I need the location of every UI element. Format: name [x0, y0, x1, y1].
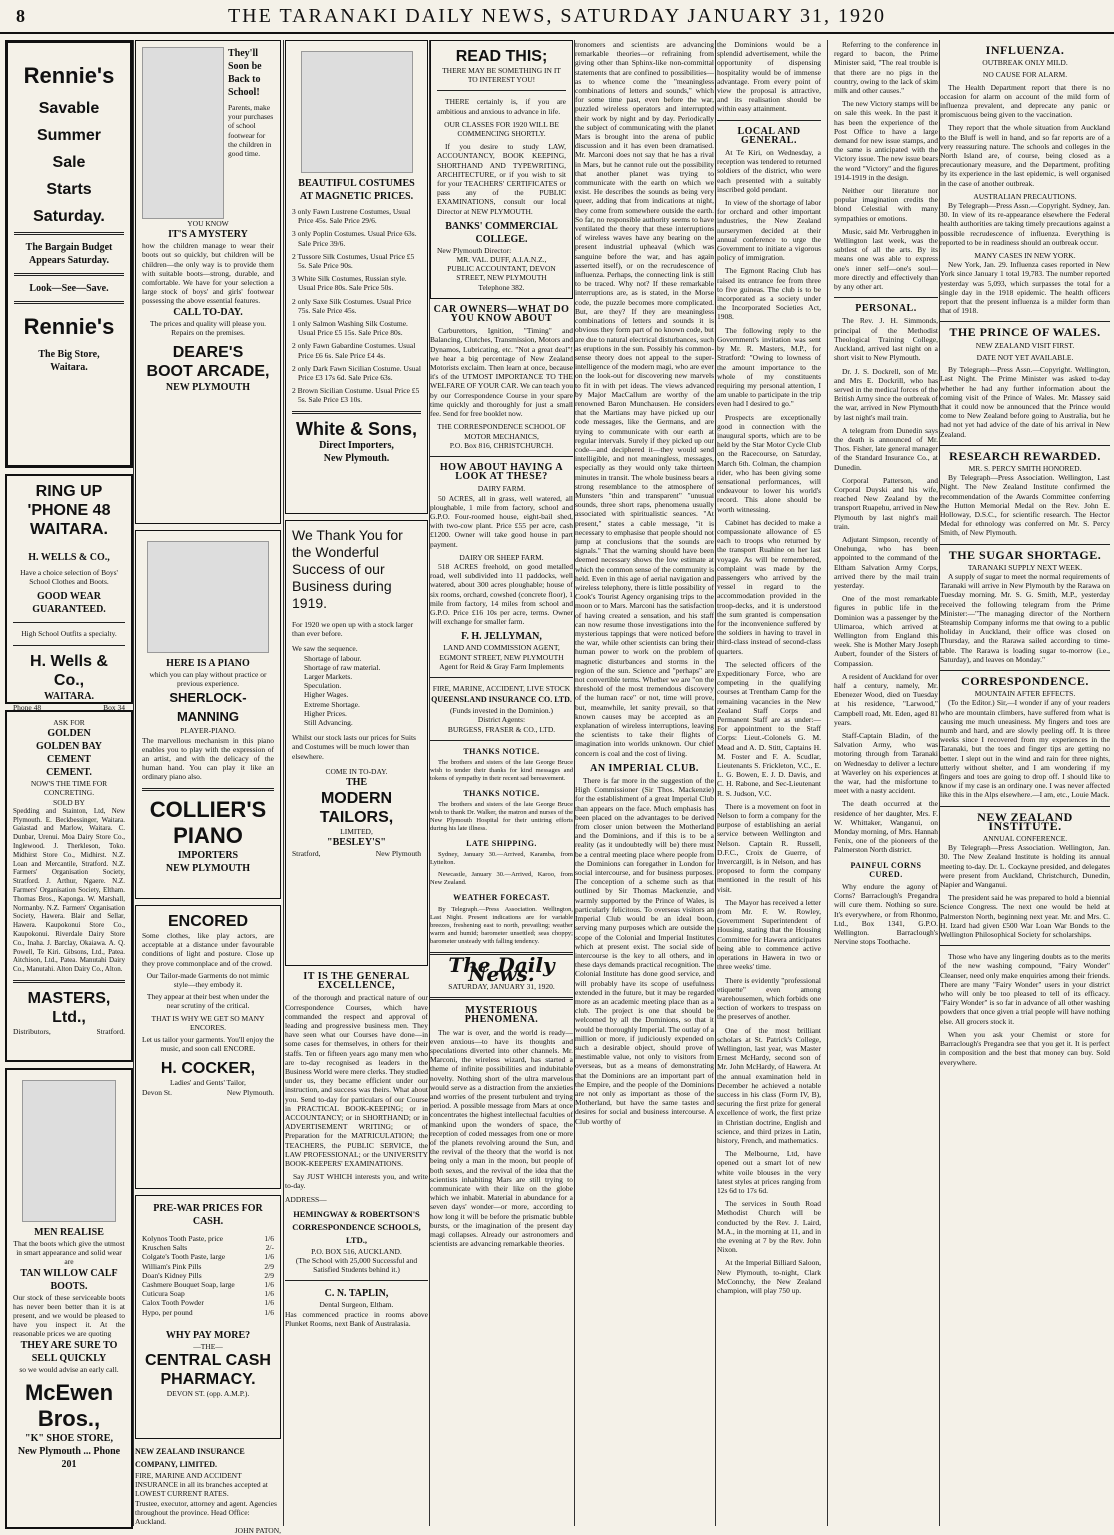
- costume-item: 2 only Fawn Gabardine Costumes. Usual Price £6 6s. Sale Price £4 4s.: [292, 341, 416, 360]
- ad-text: Box 34: [103, 702, 125, 712]
- news-item: Dr. J. S. Dockrell, son of Mr. and Mrs E. Dockrill, who has served in the medical forces of the British Army since the outbreak of the war, arrived in New Plymouth by last night's mail train.: [834, 366, 938, 422]
- ad-text: New Plymouth: [375, 849, 421, 859]
- ad-line: Starts: [46, 181, 92, 198]
- news-item: A resident of Auckland for over half a century, namely, Mr. Ebenezer Wood, died on Tuesday at his residence, "Larwood," Campbell road, Mt. Eden, aged 81 years.: [834, 671, 938, 727]
- ad-line: CEMENT.: [46, 767, 92, 779]
- ad-text: FIRE, MARINE AND ACCIDENT INSURANCE in all its branches accepted at LOWEST CURRENT RATES.: [135, 1471, 268, 1499]
- news-item: At the Imperial Billiard Saloon, New Plymouth, to-night, Clark McConnchy, the New Zealand champion, will play 750 up.: [717, 1258, 821, 1295]
- ad-line: Still Advancing.: [304, 718, 353, 728]
- wells-ad: [5, 474, 133, 712]
- news-item: The Mayor has received a letter from Mr. F. W. Rowley, Government Superintendent of Housing, stating that the Housing Committee for Hawera anticipates being able to commence active operations in Hawera in two or three weeks' time.: [717, 897, 821, 972]
- ad-title: RING UP: [35, 483, 103, 500]
- column-rule: [715, 40, 716, 1526]
- ad-line: District Agents:: [477, 715, 526, 725]
- news-item: There is a movement on foot in Nelson to form a company for the purpose of establishing an aerial service between Wellington and Nelson. Captain R. Russell, D.F.C., Croix de Guerre, of Invercargill, is in Nelson, and has proposed to form the company mentioned in the result of his visit.: [717, 801, 821, 894]
- section-heading: AN IMPERIAL CLUB.: [590, 762, 699, 774]
- local-news-list: [717, 148, 821, 1295]
- ad-title: CENTRAL CASH: [145, 1352, 271, 1370]
- costume-item: 2 only Saxe Silk Costumes. Usual Price 75s. Sale Price 45s.: [292, 296, 412, 315]
- body-text: By Telegraph.—Press Association. Wellington, Last Night. Present indications are for variable breezes, freshening east to north, prevailing; weather warm and humid; barometer unsettled; seas choppy; barometer unsteady with falling tendency.: [430, 905, 573, 945]
- ad-line: Saturday.: [33, 208, 105, 225]
- costume-item: 2 Tussore Silk Costumes, Usual Price £5 5s. Sale Price 90s.: [292, 251, 415, 271]
- ad-text: Phone 48: [13, 702, 42, 712]
- section-heading: PAINFUL CORNS CURED.: [850, 860, 922, 879]
- price-row: [142, 1280, 274, 1289]
- item-name: Doan's Kidney Pills: [142, 1270, 202, 1280]
- price-row: [142, 1271, 274, 1280]
- item-name: Calox Tooth Powder: [142, 1298, 204, 1308]
- ad-line: WAITARA.: [43, 690, 95, 702]
- ad-title: ENCORED: [167, 913, 248, 930]
- body-text: Sydney, January 30.—Arrived, Karamba, from Lyttelton.: [430, 851, 573, 867]
- ad-line: The Big Store,: [38, 349, 100, 360]
- ad-line: "BESLEY'S": [327, 837, 386, 849]
- item-price: 1/6: [264, 1289, 274, 1299]
- ad-text: Some clothes, like play actors, are acceptable at a distance under favourable conditions of light and posture. Close up they prove commonplace and of the crowd.: [142, 931, 274, 968]
- item-name: Kruschen Salts: [142, 1243, 188, 1253]
- ad-line: IMPORTERS: [177, 849, 239, 861]
- ad-line: SOLD BY: [53, 797, 85, 807]
- ad-title: PIANO: [173, 822, 243, 848]
- section-heading: RESEARCH REWARDED.: [949, 448, 1101, 463]
- ad-text: Parents, make your purchases of school footwear for the children in good time.: [228, 103, 274, 159]
- ad-title: BOOT ARCADE,: [146, 363, 270, 381]
- ad-text: Repairs on the premises.: [171, 327, 245, 337]
- news-item: Prospects are exceptionally good in connection with the inaugural sports, which are to be held by the Star Motor Cycle Club on the Racecourse, on Saturday, March 6th. Colman, the champion rider, who has been giving some sensational performances, will endeavour to lower his world's record. This alone should be worth witnessing.: [717, 412, 821, 514]
- ad-title: F. H. JELLYMAN,: [461, 631, 542, 643]
- news-item: The following reply to the Government's invitation was sent by Mr. R. Masters, M.P., for Stratford: "Owing to lowness of the amount importance to the whole of my constituents requiring my personal attention, I am unable to participate in the trip even had I desired to go.": [717, 325, 821, 409]
- deare-ad: [135, 40, 281, 524]
- newspaper-nameplate: The Daily News.: [448, 952, 555, 986]
- news-item: One of the most remarkable figures in public life in the Dominion was a passenger by the Ulimaroa, which arrived at Wellington from England this week. She is Mother Mary Joseph Aubert, founder of the Sisters of Compassion.: [834, 594, 938, 668]
- ad-line: —THE—: [193, 1341, 223, 1351]
- ad-title: DEARE'S: [172, 344, 244, 362]
- ad-line: Telephone 382.: [478, 282, 525, 292]
- ad-line: NEW PLYMOUTH: [165, 382, 251, 394]
- ad-line: NEW PLYMOUTH: [165, 862, 251, 874]
- ad-line: WHY PAY MORE?: [165, 1329, 251, 1341]
- price-row: [142, 1262, 274, 1271]
- news-item: At Te Kiri, on Wednesday, a reception was tendered to returned soldiers of the district, who were each presented with a suitably inscribed gold pendant.: [717, 148, 821, 194]
- ad-line: FIRE, MARINE, ACCIDENT, LIVE STOCK: [432, 683, 571, 693]
- body-text: Newcastle, January 30.—Arrived, Karoo, from New Zealand.: [430, 871, 573, 887]
- item-price: 1/6: [264, 1298, 274, 1308]
- price-row: [142, 1243, 274, 1252]
- body-text: Why endure the agony of Corns? Barraclough's Pregandra will cure them. Nothing so sure. It's everywhere, or from Rhonmo, Ltd., Box 1341, G.P.O. Wellington. Barraclough's Nervine stops Toothache.: [834, 882, 938, 947]
- body-text: By Telegraph—Press Association. Wellington, Jan. 30. The New Zealand Institute is holding its annual meeting to-day. Dr. L. Cockayne presided, and delegates were present from Auckland, Christchurch, Dunedin, Napier and Wanganui.: [940, 843, 1110, 890]
- hemingway-ad: [285, 972, 428, 1328]
- ad-text: New Plymouth.: [226, 1087, 274, 1097]
- ad-text: THAT IS WHY WE GET SO MANY ENCORES.: [151, 1013, 265, 1032]
- news-item: The new Victory stamps will be on sale this week. In the past it has been the experience of the Post Office to have a large demand for new issue stamps, and the same is anticipated with the Victory issue. The new issue bears the word "Victory" and the figures 1914-1919 in the design.: [834, 99, 938, 182]
- sub-heading: MR. S. PERCY SMITH HONORED.: [968, 463, 1082, 473]
- ad-line: THERE MAY BE SOMETHING IN IT TO INTEREST YOU!: [442, 66, 561, 85]
- ad-title: MASTERS, Ltd.,: [27, 989, 111, 1026]
- ad-text: Stratford.: [96, 1026, 125, 1036]
- ad-title: BANKS' COMMERCIAL COLLEGE.: [445, 220, 558, 245]
- costume-item: 2 Brown Sicilian Costume. Usual Price £5 5s. Sale Price £3 10s.: [292, 386, 420, 405]
- sub-heading: AUSTRALIAN PRECAUTIONS.: [973, 191, 1077, 201]
- body-text: Those who have any lingering doubts as to the merits of the new washing compound, "Fairy Wonder" Cleanser, need only make enquiries among their friends. There are many "Fairy Wonder" users in your district who will only be too pleased to tell of its efficacy. "Fairy Wonder" is so far in advance of all other washing powders that once given a trial people will have nothing else. All grocers stock it.: [940, 952, 1110, 1026]
- ad-line: Speculation.: [304, 681, 342, 691]
- column-5: [575, 40, 714, 1526]
- ad-title: NEW ZEALAND INSURANCE COMPANY, LIMITED.: [135, 1447, 245, 1469]
- ad-line: TAN WILLOW CALF BOOTS.: [20, 1267, 118, 1292]
- ad-text: which you can play without practice or previous experience.: [149, 670, 267, 689]
- local-news-list: [834, 40, 938, 291]
- body-text: New York, Jan. 29. Influenza cases reported in New York since January 1 total 19,783. The number reported yesterday was 5,093, which surpasses the total for a single day in the 1918 epidemic. The health officers report that the present influenza is a milder form than that of 1918.: [940, 260, 1110, 316]
- item-price: 1/6: [264, 1307, 274, 1317]
- body-text: Has commenced practice in rooms above Plunket Rooms, next Bank of Australasia.: [285, 1309, 428, 1328]
- masthead: [0, 0, 1114, 34]
- masthead-title: THE TARANAKI DAILY NEWS, SATURDAY JANUARY 31, 1920: [227, 4, 887, 27]
- ad-line: Extreme Shortage.: [304, 699, 360, 709]
- news-item: The selected officers of the Expeditionary Force, who are competing in the qualifying courses at Trentham Camp for the remaining vacancies in the New Zealand Staff Corps and Permanent Staff are as under:—For appointment to the Staff Corps: Lieut.-Colonels G. M. Mead and A. D. Stitt, Captains H. M. Foster and F. A. Scudlar, Lieutenants S. Frickleton, V.C., E. L. G. Bowen, E. J. D. Davis, and C. H. Rabone, and Sec-Lieutenant R. S. Judson, V.C.: [717, 659, 821, 798]
- piano-illustration: [147, 541, 269, 653]
- item-name: Colgate's Tooth Paste, large: [142, 1252, 226, 1262]
- queensland-insurance-ad: [430, 684, 573, 734]
- body-text: (To the Editor.) Sir,—I wonder if any of your readers who are mountain climbers, have suffered from what is causing me much uneasiness. My fingers and toes are numb and hard, and are slowly peeling off. It is three weeks since I recovered from my experiences in the Taranaki, but the toes and finger tips are getting no better. I slept out in the wind and rain for three nights, utterly without shelter, and I am wondering if my fingers and toes are going to drop off. I should like to know if my case is an ordinary one. I was never affected like this in the Alps elsewhere.—I am, etc., Louie Mack.: [940, 698, 1110, 800]
- news-item: A telegram from Dunedin says the death is announced of Mr. Thos. Fisher, late general manager of the Standard Insurance Co., at Dunedin.: [834, 425, 938, 472]
- price-row: [142, 1289, 274, 1298]
- central-pharmacy-ad: [135, 1195, 281, 1439]
- section-heading: INFLUENZA.: [985, 43, 1065, 57]
- ad-line: COME IN TO-DAY.: [325, 766, 388, 776]
- section-heading: WEATHER FORECAST.: [453, 893, 550, 903]
- sub-heading: NEW ZEALAND VISIT FIRST.: [975, 340, 1075, 350]
- rennie-ad: [5, 40, 133, 468]
- ad-line: LIMITED,: [340, 827, 373, 837]
- ad-line: LAND AND COMMISSION AGENT, EGMONT STREET, NEW PLYMOUTH: [439, 643, 564, 662]
- price-list: [142, 1234, 274, 1317]
- body-text: THERE certainly is, if you are ambitious and anxious to advance in life.: [437, 97, 566, 116]
- ad-line: Direct Importers,: [319, 439, 394, 451]
- ad-text: how the children manage to wear their boots out so quickly, but children will be children—the only way is to provide them with suitable boots—strong, durable, and comfortable. We have for your selection a large stock of boys' and girls' footwear possessing the above essential features.: [142, 241, 274, 306]
- price-row: [142, 1234, 274, 1243]
- ad-line: Agent for Reid & Gray Farm Implements: [439, 661, 564, 671]
- ad-title: MEN REALISE: [34, 1227, 104, 1238]
- ad-headline: We Thank You for the Wonderful Success of our Business during 1919.: [292, 527, 403, 611]
- ad-title: McEwen Bros.,: [24, 1379, 114, 1431]
- body-text: 50 ACRES, all in grass, well watered, all ploughable, 1 mile from factory, school and G.P.O. Four-roomed house, eight-bail shed, with two-cow plant. Price £55 per acre, cash £1200. Owner will take good house in part payment.: [430, 493, 573, 549]
- ad-text: Let us tailor your garments. You'll enjoy the music, and soon call ENCORE.: [142, 1035, 274, 1054]
- ad-line: DEVON ST. (opp. A.M.P.).: [166, 1389, 250, 1399]
- ad-text: Whilst our stock lasts our prices for Suits and Costumes will be much lower than elsewhere.: [292, 733, 416, 761]
- costume-item: 3 only Fawn Lustrene Costumes, Usual Price 45s. Sale Price 29/6.: [292, 207, 411, 226]
- item-price: 1/6: [264, 1252, 274, 1262]
- white-sons-ad: [285, 40, 428, 514]
- sub-heading: ANNUAL CONFERENCE.: [982, 834, 1068, 844]
- body-text: OUR CLASSES FOR 1920 WILL BE COMMENCING SHORTLY.: [444, 119, 559, 139]
- body-text: By Telegraph—Press Assn.—Copyright. Wellington, Last Night. The Prime Minister was asked to-day whether he had any further information about the coming visit of the Prince of Wales. Mr. Massey said that it could now be announced that the Prince would come to New Zealand before going to Australia, but he had not yet had advice of the date of his arrival in New Zealand.: [940, 365, 1110, 439]
- ad-title: QUEENSLAND INSURANCE CO. LTD.: [431, 695, 572, 705]
- ad-line: P.O. BOX 516, AUCKLAND.: [311, 1246, 402, 1256]
- ad-title: SHERLOCK-MANNING: [169, 690, 247, 725]
- ad-text: Our Tailor-made Garments do not mimic style—they embody it.: [146, 970, 270, 990]
- ad-title: READ THIS;: [455, 48, 548, 65]
- ad-line: WAITARA.: [30, 521, 108, 538]
- section-heading: THANKS NOTICE.: [463, 746, 540, 756]
- item-name: Kolynos Tooth Paste, price: [142, 1234, 223, 1243]
- boot-illustration: [22, 1080, 116, 1222]
- news-item: Staff-Captain Bladin, of the Salvation Army, who was motoring through from Taranaki on Wednesday to deliver a lecture at Waverley on his experiences at the war, had the misfortune to meet with a nasty accident.: [834, 731, 938, 796]
- ad-text: We saw the sequence.: [292, 644, 358, 654]
- ad-text: They appear at their best when under the near scrutiny of the critical.: [146, 992, 270, 1011]
- ad-text: Our stock of these serviceable boots has never been better than it is at present, and we would be pleased to have you inspect it. At the reasonable prices we are quoting: [13, 1292, 125, 1339]
- ad-line: PUBLIC ACCOUNTANT, DEVON STREET, NEW PLYMOUTH: [447, 264, 556, 283]
- ad-line: Dental Surgeon, Eltham.: [319, 1300, 394, 1310]
- body-text: They report that the whole situation from Auckland to the Bluff is well in hand, and so far reports are of a very reassuring nature. The schools and colleges in the North Island are, of course, being closed as a precautionary measure, and the Department, profiting by its experience in the last epidemic, is well organised in the case of another outbreak.: [940, 123, 1110, 188]
- price-row: [142, 1298, 274, 1307]
- ad-line: Look—See—Save.: [29, 283, 109, 294]
- column-rule: [133, 40, 134, 1526]
- jellyman-ad: [430, 463, 573, 671]
- price-row: [142, 1308, 274, 1317]
- section-heading: THANKS NOTICE.: [463, 788, 540, 798]
- ad-title: Rennie's: [23, 63, 115, 88]
- column-1: [5, 40, 133, 1526]
- ad-text: The marvellous mechanism in this piano enables you to play with the expression of an artist, and with the delicacy of the human hand. You can play it like an ordinary piano also.: [142, 735, 274, 782]
- ad-text: That the boots which give the utmost in smart appearance and solid wear are: [13, 1239, 125, 1267]
- section-heading: HOW ABOUT HAVING A LOOK AT THESE?: [439, 461, 564, 483]
- ad-title: H. COCKER,: [160, 1060, 256, 1078]
- ad-line: P.O. Box 816, CHRISTCHURCH.: [449, 440, 554, 450]
- personal-list: [834, 316, 938, 854]
- cocker-ad: [135, 905, 281, 1189]
- ad-line: NOW'S THE TIME FOR CONCRETING.: [30, 779, 108, 798]
- ad-text: The prices and quality will please you.: [149, 318, 266, 328]
- ad-line: "K" SHOE STORE,: [25, 1432, 113, 1444]
- news-item: Corporal Patterson, and Corporal Duyski and his wife, reached New Zealand by the transport Ruapehu, arrived in New Plymouth by last night's mail train.: [834, 475, 938, 531]
- sub-heading: OUTBREAK ONLY MILD.: [982, 58, 1068, 68]
- section-heading: CAR OWNERS—WHAT DO YOU KNOW ABOUT: [433, 303, 570, 325]
- section-heading: IT IS THE GENERAL EXCELLENCE,: [303, 971, 410, 992]
- item-name: William's Pink Pills: [142, 1261, 202, 1271]
- item-name: Hypo, per pound: [142, 1307, 193, 1317]
- ad-title: IT'S A MYSTERY: [168, 229, 248, 241]
- price-row: [142, 1252, 274, 1261]
- item-price: 2/9: [264, 1261, 274, 1271]
- sub-heading: MANY CASES IN NEW YORK.: [974, 251, 1076, 261]
- ad-text: Devon St.: [142, 1087, 172, 1097]
- ad-line: YOU KNOW: [187, 219, 229, 228]
- body-text: If you desire to study LAW, ACCOUNTANCY, BOOK KEEPING, SHORTHAND AND TYPEWRITING, ARCHITECTURE, or if you wish to sit for your TEACHERS' CERTIFICATES or pass any of the PUBLIC EXAMINATIONS, consult our local Director at NEW PLYMOUTH.: [437, 142, 566, 216]
- ad-line: DAIRY OR SHEEP FARM.: [459, 552, 544, 562]
- ad-line: New Plymouth.: [323, 452, 390, 464]
- news-item: There is evidently "professional etiquette" even among warehousemen, which forbids one section of workers to trespass on the preserves of another.: [717, 975, 821, 1022]
- body-text: By Telegraph—Press Association. Wellington, Last Night. The New Zealand Institute confirmed the recommendation of the Awards Committee conferring the Hutton Memorial Medal on the Rev. John E. Holloway, D.S.C., for scientific research. The Hector Medal for ethnology was conferred on Mr. S. Percy Smith, of New Plymouth.: [940, 473, 1110, 538]
- ad-title: GOLDEN BAY CEMENT: [35, 741, 103, 766]
- news-item: Neither our literature nor popular imagination credits the blond Celestial with many sympathies or emotions.: [834, 186, 938, 223]
- news-item: Referring to the conference in regard to bacon, the Prime Minister said, "The real trouble is that there are no pigs in the country, owing to the lack of skim milk and other causes.": [834, 40, 938, 96]
- news-item: The Melbourne, Ltd, have opened out a smart lot of new white voile blouses in the very latest styles at prices ranging from 12s 6d to 17s 6d.: [717, 1149, 821, 1195]
- modern-tailors-ad: [285, 520, 428, 966]
- body-text: When you ask your Chemist or store for Barraclough's Pregandra see that you get it. It is perfect in composition and the best that money can buy. Sold everywhere.: [940, 1029, 1110, 1067]
- ad-line: THE: [345, 777, 368, 789]
- stockist-list: Spedding and Stainton, Ltd, New Plymouth. E. Beckbessinger, Waitara. Gaiastad and Marlow, Waitara. C. Dunbar, Urenui. Moa Dairy Store Co., Inglewood. J. Therkleson, Toko. Midhirst Store Co., Midhirst. N.Z. Loan and Mercantile, Stratford. N.Z. Farmers' Organisation Society, Stratford. J. Arthur, Ngaere. N.Z. Farmers' Organisation Society, Eltham. Thomas Bros., Kaponga. W. Marshall, Normanby. N.Z. Farmers' Organisation Society, Hawera. Blair and Sellar, Hawera. Kaupokonui Store Co., Kaupokonui. Riverdale Dairy Store Co., Inaha. J. Barclay, Okaiawa. A. Q. Powell, Te Kiri. Gibsons, Ltd., Patea. Aitchison, Ltd., Patea. Manutahi Dairy Co., Manutahi. Alton Dairy Co., Alton.: [13, 806, 125, 974]
- column-3: [285, 40, 428, 1526]
- ad-line: (The School with 25,000 Successful and Satisfied Students behind it.): [295, 1256, 418, 1275]
- section-heading: THE SUGAR SHORTAGE.: [948, 547, 1102, 562]
- ad-line: DAIRY FARM.: [477, 484, 526, 494]
- ad-line: New Plymouth ... Phone 201: [17, 1445, 121, 1470]
- body-text: ADDRESS—: [285, 1194, 327, 1204]
- edition-date: SATURDAY, JANUARY 31, 1920.: [448, 982, 555, 991]
- ad-title: COLLIER'S: [149, 796, 267, 822]
- news-item: Music, said Mr. Verbrugghen in Wellington last week, was the subtlest of all the arts. By its means one was able to express one's inner self—one's soul—more directly and effectively than by any other art.: [834, 226, 938, 292]
- news-item: The Rev. J. H. Simmonds, principal of the Methodist Theological Training College, Auckland, arrived last night on a short visit to New Plymouth.: [834, 316, 938, 363]
- ad-line: GOOD WEAR GUARANTEED.: [32, 591, 106, 616]
- ad-title: C. N. TAPLIN,: [324, 1288, 389, 1300]
- ad-title: BEAUTIFUL COSTUMES AT MAGNETIC PRICES.: [298, 178, 415, 202]
- ad-title: PRE-WAR PRICES FOR CASH.: [153, 1203, 263, 1227]
- costume-item: 2 only Dark Fawn Sicilian Costume. Usual Price £3 17s 6d. Sale Price 63s.: [292, 363, 421, 383]
- banks-college-ad: [430, 40, 573, 299]
- news-item: Adjutant Simpson, recently of Onehunga, who has been appointed to the command of the Eltham Salvation Army Corps, arrived there by the mail train yesterday.: [834, 534, 938, 590]
- body-text: Carburettors, Ignition, "Timing" and Balancing, Clutches, Transmission, Motors and Dynamos, Lubricating, etc. "Not a great deal"! we hear a big percentage of New Zealand Motorists exclaim. Then learn at once, because it's of the UTMOST IMPORTANCE TO THE WELFARE OF YOUR CAR. We can teach you by our Correspondence Course in your spare time quickly and thoroughly for just a small fee. Send for free booklet now.: [430, 326, 573, 419]
- ad-line: New Plymouth Director:: [437, 245, 512, 255]
- ad-text: Distributors,: [13, 1026, 51, 1036]
- ad-line: Larger Markets.: [304, 672, 353, 682]
- ad-line: (Funds invested in the Dominion.): [449, 706, 554, 716]
- ad-line: CALL TO-DAY.: [173, 306, 243, 318]
- news-item: The Egmont Racing Club has raised its entrance fee from three to five guineas. The club is to be incorporated as a society under the Incorporated Societies Act, 1908.: [717, 266, 821, 322]
- column-4: [430, 40, 573, 1526]
- news-item: Cabinet has decided to make a compassionate allowance of £5 each to troops who returned by the transport Ruahine on her last voyage. As will be remembered, complaint was made by the passengers who arrived by the vessel in regard to the accommodation provided in the troop-decks, and it is understood the sum granted is compensation for the inconvenience suffered by the soldiers in having to travel in third-class instead of second-class quarters.: [717, 517, 821, 656]
- ad-line: Shortage of raw material.: [304, 662, 381, 672]
- column-6b: [834, 40, 938, 1526]
- item-name: Cashmere Bouquet Soap, large: [142, 1280, 235, 1290]
- section-heading: NEW ZEALAND INSTITUTE.: [977, 809, 1073, 833]
- golden-bay-cement-ad: [5, 710, 133, 1062]
- item-price: 2/9: [264, 1270, 274, 1280]
- news-item: The services in South Road Methodist Church will be conducted by the Rev. J. Laird, M.A., in the morning at 11, and in the evening at 7 by the Rev. John Nixon.: [717, 1199, 821, 1255]
- column-7: [940, 40, 1110, 1526]
- body-text: The brothers and sisters of the late George Bruce wish to thank Dr. Walker, the matron and nurses of the New Plymouth Hospital for their untiring efforts during his late illness.: [430, 801, 573, 833]
- column-2: [135, 40, 281, 1535]
- costume-item: 3 only Poplin Costumes. Usual Price 63s. Sale Price 39/6.: [292, 229, 417, 248]
- nz-insurance-ad: [135, 1445, 281, 1535]
- ad-title: They'll Soon be Back to School!: [228, 48, 262, 98]
- body-text: A supply of sugar to meet the normal requirements of Taranaki will arrive in New Plymouth by the Rarawa on Tuesday morning. Mr. S. G. Smith, M.P., yesterday received the following telegram from the Prime Minister:—"The managing director of the Northern Steamship Company informs me that owing to a public holiday in Auckland, their office was closed on Thursday, and the Rarawa sailed according to time-table. The Rarawa is loading sugar to-morrow (i.e., Saturday), and leaves on Monday.": [940, 571, 1110, 664]
- sub-heading: NO CAUSE FOR ALARM.: [982, 70, 1068, 80]
- column-6: [717, 40, 938, 1526]
- body-text: The brothers and sisters of the late George Bruce wish to tender their thanks for kind messages and tokens of sympathy in their recent sad bereavement.: [430, 758, 573, 782]
- sherlock-manning-ad: [135, 530, 281, 899]
- ad-line: Higher Wages.: [304, 690, 349, 700]
- section-heading: PERSONAL.: [855, 303, 917, 315]
- ad-line: Shortage of labour.: [304, 653, 362, 663]
- motor-school-ad: [430, 305, 573, 450]
- mcewen-ad: [5, 1068, 133, 1529]
- ad-title: H. Wells & Co.,: [30, 652, 108, 689]
- ad-text: High School Outfits a specialty.: [21, 629, 117, 639]
- body-text: Say JUST WHICH interests you, and write to-day.: [285, 1172, 428, 1191]
- costume-item: 1 only Salmon Washing Silk Costume. Usual Price £5 15s. Sale Price 80s.: [292, 319, 408, 338]
- column-rule: [283, 40, 284, 1526]
- ad-title: HEMINGWAY & ROBERTSON'S CORRESPONDENCE SCHOOLS, LTD.,: [292, 1208, 421, 1245]
- ad-line: Higher Prices.: [304, 708, 347, 718]
- child-illustration: [142, 47, 224, 219]
- ad-text: JOHN PATON,: [234, 1526, 281, 1535]
- ad-title: HERE IS A PIANO: [166, 658, 250, 669]
- body-text: of the thorough and practical nature of our Correspondence Courses, which have commanded the respect and approval of leading and progressive business men. They have seen what our Courses have done—in some cases for themselves, in others for their staffs. Ten or fifteen years ago many men who are to-day recognised as leaders in the Business World were mere clerks. They studied under us, they became efficient under our instruction, and success was theirs. What about you. Send to-day for particulars of our Course in PRACTICAL BOOK-KEEPING; or in ACCOUNTANCY; or in SHORTHAND; or in ADVERTISEMENT WRITING; or of Preparation for the MATRICULATION; the TEACHERS, the PUBLIC SERVICE, the LAW PROFESSIONAL; or the UNIVERSITY BOOK-KEEPERS' EXAMINATIONS.: [285, 993, 428, 1169]
- ad-text: Trustee, executor, attorney and agent. Agencies throughout the province. Head Office: Auckland.: [135, 1498, 277, 1527]
- section-heading: LOCAL AND GENERAL.: [737, 125, 801, 146]
- news-item: One of the most brilliant scholars at St. Patrick's College, Wellington, last year, was Master Ernest McHardy, second son of Mr. John McHardy, of Hawera. At the annual examination held in December he achieved a notable success in his class (Form IV, B), securing the first prize for general excellence of work, the first prize in Christian doctrine, English and science, and third prizes in Latin, history, French, and mathematics.: [717, 1025, 821, 1145]
- ad-title: PHARMACY.: [160, 1371, 256, 1389]
- ad-text: so we would advise an early call.: [19, 1364, 119, 1374]
- column-6a: [717, 40, 821, 1526]
- body-text: 518 ACRES freehold, on good metalled road, well subdivided into 11 paddocks, well watered, about 300 acres ploughable; house of six rooms, orchard, cowshed (concrete floor), 1 mile from factory, 14 miles from school and G.P.O. Price £16 10s per acre, terms. Owner will exchange for smaller farm.: [430, 561, 573, 627]
- ad-title: Rennie's: [23, 314, 115, 339]
- item-price: 2/-: [265, 1243, 274, 1253]
- body-text: The war is over, and the world is ready—even anxious—to have its thoughts and speculations diverted into other channels. Mr. Marconi, the wireless wizard, has started a theme of infinite possibilities and indubitable novelty. Nothing short of the ultra marvelous would serve as a distraction from the anxieties and worries of the present turbulent and trying period. A possible message from Mars at once concentrates the highest intellectual faculties of mankind upon the wonders of space, the reception of coded messages from one or more of the planets revolving around the Sun, and the revival of the theory that the world is not being only a man in the moon, but people of both sexes, and the revival of the idea that the scientists inhabiting Mars are still trying to communicate with their like on the globe which we inhabit. Material in abundance for a seven days' wonder—or more, according to how long it will be before the prismatic bubble bursts, or the imagination of the present day magi collapses. Already our astronomers and scientists are advancing remarkable theories.: [430, 1027, 573, 1249]
- ad-text: Have a choice selection of Boys' School Clothes and Boots.: [20, 568, 118, 587]
- costume-illustration: [301, 51, 413, 173]
- sub-heading: MOUNTAIN AFTER EFFECTS.: [974, 689, 1076, 699]
- ad-line: Waitara.: [50, 362, 88, 373]
- sub-heading: TARANAKI SUPPLY NEXT WEEK.: [967, 562, 1083, 572]
- body-text: By Telegraph—Press Assn.—Copyright. Sydney, Jan. 30. In view of its re-appearance elsewhere the Federal health authorities are taking timely precautions against a possible recrudescence of influenza. Everything is reported to be in readiness should an outbreak occur.: [940, 201, 1110, 247]
- ad-line: Savable: [38, 100, 100, 117]
- item-price: 1/6: [264, 1280, 274, 1290]
- ad-line: GOLDEN: [47, 728, 91, 740]
- section-heading: THE PRINCE OF WALES.: [949, 325, 1101, 340]
- ad-line: BURGESS, FRASER & CO., LTD.: [447, 724, 556, 734]
- ad-line: THE CORRESPONDENCE SCHOOL OF MOTOR MECHANICS,: [437, 422, 566, 441]
- ad-line: ASK FOR: [53, 718, 85, 727]
- sub-heading: DATE NOT YET AVAILABLE.: [976, 352, 1074, 362]
- ad-text: For 1920 we open up with a stock larger than ever before.: [292, 620, 414, 639]
- ad-line: Ladies' and Gents' Tailor,: [170, 1078, 246, 1088]
- section-heading: CORRESPONDENCE.: [961, 673, 1089, 688]
- ad-line: Appears Saturday.: [28, 255, 109, 266]
- page-number: 8: [16, 5, 25, 26]
- ad-title: TAILORS,: [319, 809, 394, 827]
- news-item: The death occurred at the residence of her daughter, Mrs. F. W. Whittaker, Wanganui, on Monday morning, of Mrs. Hannah Fenix, one of the pioneers of the Palmerston North district.: [834, 799, 938, 855]
- costume-item: 3 White Silk Costumes, Russian style. Usual Price 80s. Sale Price 50s.: [292, 274, 407, 293]
- body-text: The president said he was prepared to hold a biennial Science Congress. The next one would be held at Palmerston North, beginning next year. Mr. and Mrs. C. H. Izard had given £500 War Loan War Bonds to the Wellington Philosophical Society for scholarships.: [940, 893, 1110, 940]
- ad-line: Summer: [36, 127, 102, 144]
- item-name: Cuticura Soap: [142, 1289, 185, 1299]
- ad-title: White & Sons,: [296, 418, 417, 439]
- costume-list: [292, 207, 421, 405]
- body-text: the Dominions would be a splendid advertisement, while the opportunity of dispensing hospitality would be of immense advantage. From every point of view the proposal is attractive, and its realisation should be within easy attainment.: [717, 40, 821, 114]
- section-heading: LATE SHIPPING.: [466, 839, 537, 849]
- ad-line: PLAYER-PIANO.: [180, 726, 236, 736]
- body-text: tronomers and scientists are advancing remarkable theories—or refraining from giving other than Sphinx-like non-committal statements that are confined to possibilities—as to whence come the "meaningless combinations of letters and sounds," which for some time past, even before the war, puzzled wireless operators and interrupted their work by night and by day. Periodically the subject of communicating with the planet Mars is brought into the arena of public discussion and it has even been dramatised. Mr. Marconi does not say that he has a rival in Mars, but he cannot rule out the possibility that another planet was trying to communicate with the earth on which we exist. He describes the sounds as being very queer, adding that from indications at night, they come from somewhere outside the earth. So far, no responsible authority seems to have ventilated the theory that these interruptions of wireless waves have any bearing on the present industrial upheaval (which was sanguine before the war, and has again asserted itself), or on the recrudescence of influenza. Perhaps, the connecting link is still to be traced. Why not? If these remarkable interruptions are, as is stated, in the Morse code, the puzzle becomes more complicated. But, are they? If they are meaningless combinations of letters and sounds it is obvious they form part of no known code, but are due to natural electrical disturbances, such as eruptions in the sun. Possibly his common-sense theory does not appeal to the super-intelligence of the modern magi, who are ever on the look-out for discovering new marvels to fit in with pet ideas. The views advanced by Major MacCallum are worthy of the renowned Baron Munchausen. He considers that the Martians may have picked up our code messages, like the Germans, and are trying to communicate with our earth at regular intervals. Surely if they picked up our code—and deciphered it—they would send intelligible, and not meaningless, messages, especially as they would only take thirteen minutes in transit. The whole business bears a strong resemblance to the atmosphere of Munsters "thin and transparent" "unusual sounds, three short raps, phenomena usually associated with spiritualistic seances. "At present," states a cable message, "it is necessary to emphasise that people should not jump at conclusions that the sounds are signals." That the warning should have been deemed necessary shows the low estimate at which the common sense of the community is held. Even in this age of aerial navigation and wireless telephony, there is little possibility of Cook's Tourist Agency organising trips to the moon or to Mars. Marconi has the satisfaction of having created a sensation, and his staff can now resume those investigations into the mysterious tappings that were noticed before the war, while other scientists can bring their human power to work on the problem of magnetic disturbances and storms in the region of the sun. Science and "perhaps" are not convertible terms. Whether we are "on the threshold of the most tremendous discovery of the human race" or not, time will prove, but, meanwhile, let sanity prevail, so that known causes may be accepted as an explanation of wireless interruptions, leaving the scientists to take their flights of imagination into worlds unknown. Our chief concern is coal and the cost of living.: [575, 40, 714, 758]
- ad-text: Stratford,: [292, 849, 321, 859]
- ad-title: MODERN: [320, 790, 393, 808]
- ad-line: The Bargain Budget: [25, 242, 113, 253]
- ad-line: THEY ARE SURE TO SELL QUICKLY: [20, 1339, 118, 1364]
- body-text: There is far more in the suggestion of the High Commissioner (Sir Thos. Mackenzie) for the establishment of a great Imperial Club than appears on the face. Much emphasis has been placed on the advantages to be derived from closer union between the Motherland and the Dominions, and if this is to be a reality (as it undoubtedly will be) there must be a central meeting place where people from the Dominions can foregather in London for social intercourse, and for business purposes. The conception of a scheme such as that outlined by Sir Thomas Mackenzie, and warmly supported by the Prince of Wales, is particularly felicitous. To overseas visitors an Imperial Club would be an ideal boon, serving many purposes which are outside the scope of the Colonial and Imperial Institutes which at present exist. The social side of intercourse is the key to all others, and in these days demands practical recognition. The Colonial Institute has done good service, and will probably have its scope of usefulness extended in the future, but it may be regarded more as an academic meeting place than as a club. The project is one that should be welcomed by all the Dominions, so that it would be thoroughly Imperial. The outlay of a million or more, if judiciously expended on such a desirable object, should prove of inestimable value, not only to visitors from overseas, but as a means of demonstrating that the Dominions are an important part of the Empire, and the people of the Dominions are not only as important as those of the Motherland, but have the same tastes and desires for social and business intercourse. A Club worthy of: [575, 776, 714, 1126]
- item-price: 1/6: [264, 1234, 274, 1243]
- body-text: The Health Department report that there is no occasion for alarm on account of the mild form of influenza prevalent, and deprecate any panic or promiscuous being given to the vaccination.: [940, 82, 1110, 120]
- ad-line: 'PHONE 48: [27, 502, 111, 519]
- ad-line: MR. VAL. DUFF, A.I.A.N.Z.,: [456, 255, 547, 265]
- news-item: In view of the shortage of labor for orchard and other important industries, the New Zealand nurserymen decided at their annual conference to urge the Government to initiate a vigorous policy of immigration.: [717, 198, 821, 263]
- ad-line: H. WELLS & CO.,: [28, 552, 110, 563]
- ad-line: Sale: [52, 154, 86, 171]
- section-heading: MYSTERIOUS PHENOMENA.: [464, 1005, 539, 1026]
